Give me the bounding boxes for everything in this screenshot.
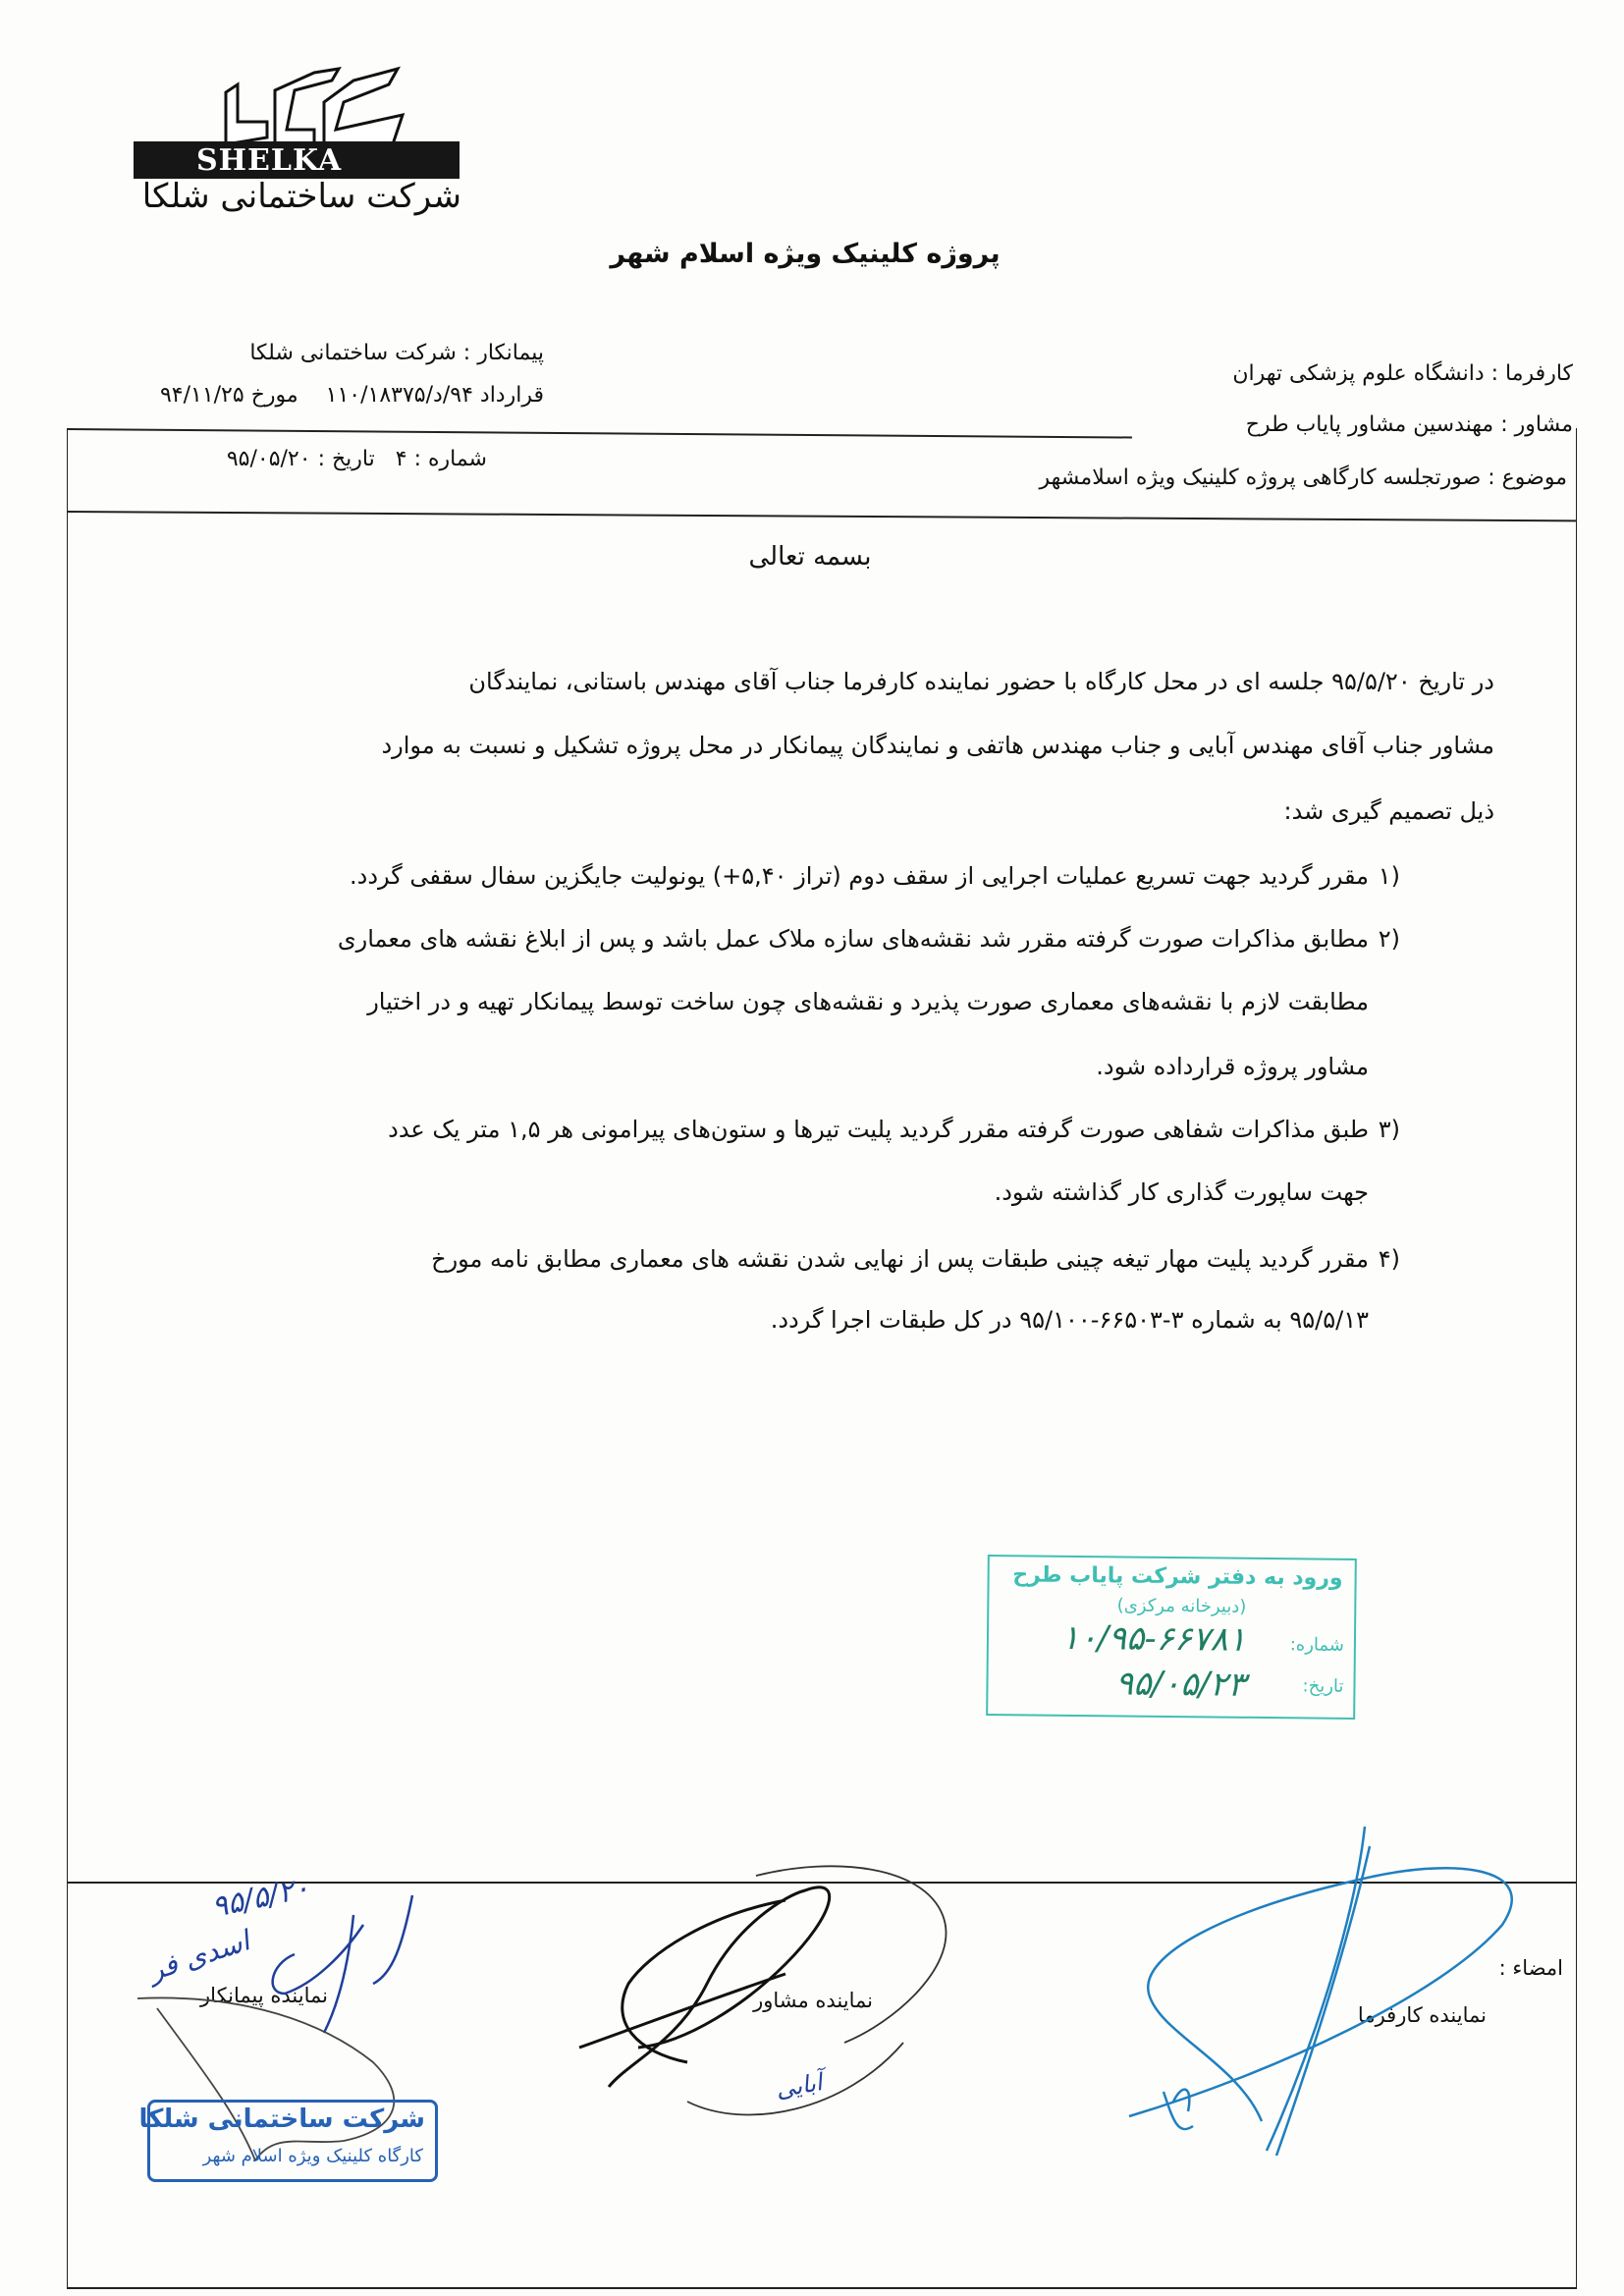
receipt-stamp-number-value: ۱۰/۹۵-۶۶۷۸۱ xyxy=(1060,1617,1247,1660)
number-value: ۴ xyxy=(395,447,407,471)
subject-value: صورتجلسه کارگاهی پروژه کلینیک ویژه اسلامشهر xyxy=(1039,465,1482,490)
contractor-stamp-line-2: کارگاه کلینیک ویژه اسلام شهر xyxy=(202,2146,423,2166)
item-4-line-1: مقرر گردید پلیت مهار تیغه چینی طبقات پس از نهایی شدن نقشه های معماری مطابق نامه مورخ xyxy=(431,1245,1369,1273)
consultant-rep-label: نماینده مشاور xyxy=(753,1989,873,2012)
consultant-value: مهندسین مشاور پایاب طرح xyxy=(1245,412,1494,437)
item-2-line-1: مطابق مذاکرات صورت گرفته مقرر شد نقشه‌های سازه ملاک عمل باشد و پس از ابلاغ نقشه های معماری xyxy=(337,925,1369,953)
contract-date: ۹۴/۱۱/۲۵ xyxy=(159,383,244,408)
item-1-line-1: مقرر گردید جهت تسریع عملیات اجرایی از سقف دوم (تراز ۵,۴۰+) یونولیت جایگزین سفال سقفی گردد. xyxy=(350,862,1369,890)
receipt-stamp-date-value: ۹۵/۰۵/۲۳ xyxy=(1114,1664,1246,1705)
contractor-handwritten-name: اسدی فر xyxy=(144,1924,254,1988)
item-3-line-1: طبق مذاکرات شفاهی صورت گرفته مقرر گردید پلیت تیرها و ستون‌های پیرامونی هر ۱,۵ متر یک عدد xyxy=(388,1116,1369,1143)
item-4-line-2: ۹۵/۵/۱۳ به شماره ۳-۶۶۵۰۳-۹۵/۱۰۰ در کل طبقات اجرا گردد. xyxy=(770,1306,1369,1334)
contractor-stamp xyxy=(138,2100,438,2182)
item-4-number: ۴) xyxy=(1378,1245,1400,1273)
consultant-signature xyxy=(579,1887,830,2087)
contractor-rep-label: نماینده پیمانکار xyxy=(200,1984,328,2007)
intro-line-3: ذیل تصمیم گیری شد: xyxy=(1283,797,1494,825)
item-1-number: ۱) xyxy=(1378,862,1400,890)
contract-date-label: مورخ xyxy=(250,383,298,408)
intro-line-2: مشاور جناب آقای مهندس آبایی و جناب مهندس هاتفی و نمایندگان پیمانکار در محل پروژه تشکیل و نسبت به موارد xyxy=(381,732,1494,759)
contractor-handwritten-date: ۹۵/۵/۲۰ xyxy=(208,1870,313,1926)
signature-label: امضاء : xyxy=(1498,1956,1563,1980)
contractor-signature xyxy=(273,1895,412,2033)
item-2-line-2: مطابقت لازم با نقشه‌های معماری صورت پذیرد و نقشه‌های چون ساخت توسط پیمانکار تهیه و در اختیار xyxy=(367,988,1369,1015)
consultant-label: مشاور : xyxy=(1500,412,1573,437)
client-signature xyxy=(1129,1827,1512,2156)
contractor-label: پیمانکار : xyxy=(462,341,544,365)
contractor-value: شرکت ساختمانی شلکا xyxy=(249,341,457,365)
consultant-signature-loop xyxy=(687,1866,947,2114)
number-label: شماره : xyxy=(413,447,487,471)
item-3-number: ۳) xyxy=(1378,1116,1400,1143)
receipt-stamp-number-label: شماره: xyxy=(1289,1634,1345,1656)
logo-persian-text: شرکت ساختمانی شلکا xyxy=(141,177,461,216)
client-signature-initials xyxy=(1164,2090,1193,2129)
invocation: بسمه تعالی xyxy=(748,542,872,572)
contract-label: قرارداد xyxy=(479,383,544,408)
item-2-number: ۲) xyxy=(1378,925,1400,953)
intro-line-1: در تاریخ ۹۵/۵/۲۰ جلسه ای در محل کارگاه با حضور نماینده کارفرما جناب آقای مهندس باستانی، نمایندگان xyxy=(468,668,1494,695)
client-value: دانشگاه علوم پزشکی تهران xyxy=(1232,361,1485,386)
item-2-line-3: مشاور پروژه قرارداده شود. xyxy=(1096,1053,1369,1080)
client-rep-label: نماینده کارفرما xyxy=(1357,2003,1487,2027)
receipt-stamp-date-label: تاریخ: xyxy=(1302,1675,1344,1697)
receipt-stamp-line-1: ورود به دفتر شرکت پایاب طرح xyxy=(1012,1562,1343,1591)
date-value: ۹۵/۰۵/۲۰ xyxy=(226,447,311,471)
date-label: تاریخ : xyxy=(317,447,375,471)
receipt-stamp-line-2: (دبیرخانه مرکزی) xyxy=(1116,1595,1247,1617)
item-3-line-2: جهت ساپورت گذاری کار گذاشته شود. xyxy=(994,1178,1369,1206)
contractor-stamp-line-1: شرکت ساختمانی شلکا xyxy=(138,2105,425,2134)
document-title: پروژه کلینیک ویژه اسلام شهر xyxy=(610,239,1001,269)
consultant-handwritten-name: آبایی xyxy=(773,2068,825,2104)
logo-latin-text: SHELKA xyxy=(196,143,343,178)
client-label: کارفرما : xyxy=(1490,361,1573,386)
subject-label: موضوع : xyxy=(1488,465,1567,490)
contract-number: ۹۴/د/۱۱۰/۱۸۳۷۵ xyxy=(325,383,473,408)
